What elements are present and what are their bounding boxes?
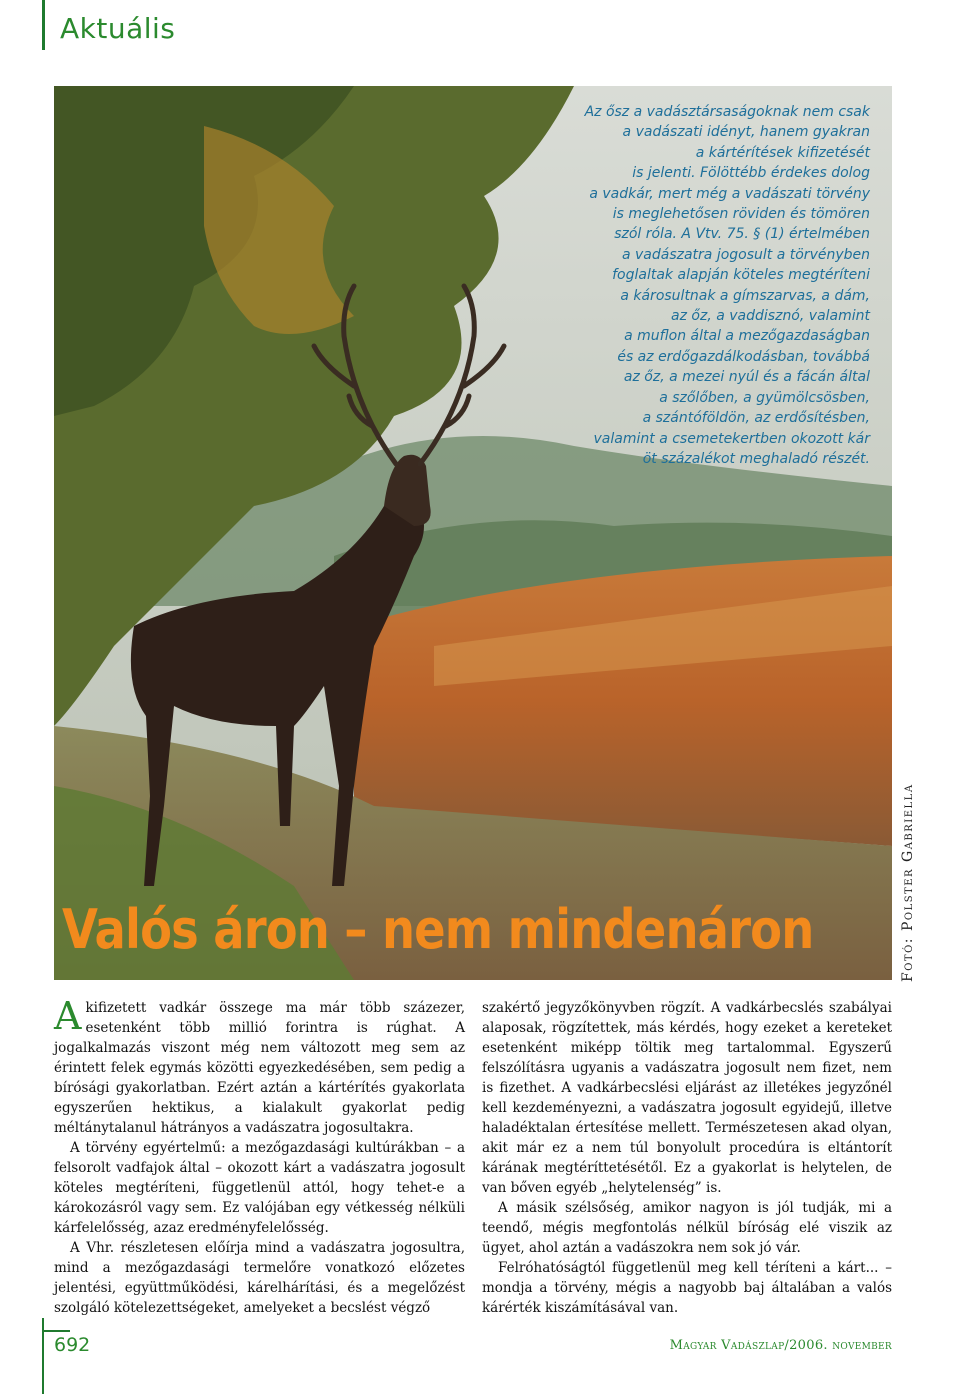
photo-credit: Fotó: Polster Gabriella [900, 783, 916, 982]
article-headline: Valós áron – nem mindenáron [62, 898, 814, 961]
header-rule [42, 0, 45, 50]
paragraph: szakértő jegyzőkönyvben rögzít. A vadkárbecslés szabályai alaposak, rögzítettek, más kérdés, hogy ezeket a kereteket esetenként miképp töltik meg tartalommal. Egyszerű felszólításra ugyanis a vadászatra jogosult nem fizet, nem is fizethet. A vadkárbecslési eljárást az illetékes jegyzőnél kell kezdeményezni, a vadászatra jogosult egyidejű, illetve haladéktalan értesítése mellett. Természetesen akad olyan, akit már ez a nem túl bonyolult procedúra is eltántorít kárának megtéríttetésétől. Ez a gyakorlat is helytelen, de van bőven egyéb „helytelenség” is. [482, 1000, 892, 1196]
journal-name: Magyar Vadászlap/2006. november [669, 1338, 892, 1353]
paragraph: A törvény egyértelmű: a mezőgazdasági kultúrákban – a felsorolt vadfajok által – okozott kárt a vadászatra jogosult köteles megtéríteni, függetlenül attól, hogy tehet-e a károkozásról vagy sem. Ez valójában egy vétkesség nélküli kárfelelősség, azaz eredményfelelősség. [54, 1140, 465, 1236]
paragraph: kifizetett vadkár összege ma már több százezer, esetenként több millió forintra is rúghat. A jogalkalmazás viszont még nem változott meg sem az érintett felek egymás közötti egyezkedésében, sem pedig a bírósági gyakorlatban. Ezért aztán a kártérítés gyakorlata egyszerűen hektikus, a kialakult gyakorlat pedig méltánytalanul hátrányos a vadászatra jogosultakra. [54, 1000, 465, 1136]
article-column-left [54, 994, 465, 1318]
article-column-right [482, 998, 892, 1318]
paragraph: A másik szélsőség, amikor nagyon is jól tudják, mi a teendő, mégis megfontolás nélkül bíróság elé viszik az ügyet, ahol aztán a vadászokra nem sok jó vár. [482, 1200, 892, 1256]
section-title: Aktuális [60, 12, 176, 45]
footer-rule [42, 1330, 70, 1332]
paragraph: A Vhr. részletesen előírja mind a vadászatra jogosultra, mind a mezőgazdasági termelőre vonatkozó előzetes jelentési, együttműködési, kárelhárítási, és a megelőzést szolgáló kötelezettségeket, amelyeket a becslést végző [54, 1240, 465, 1316]
photo-caption: Az ősz a vadásztársaságoknak nem csak a vadászati idényt, hanem gyakran a kártérítések kifizetését is jelenti. Fölöttébb érdekes dolog a vadkár, mert még a vadászati törvény is meglehetősen röviden és tömören szól róla. A Vtv. 75. § (1) értelmében a vadászatra jogosult a törvényben foglaltak alapján köteles megtéríteni a károsultnak a gímszarvas, a dám, az őz, a vaddisznó, valamint a muflon által a mezőgazdaságban és az erdőgazdálkodásban, továbbá az őz, a mezei nyúl és a fácán által a szőlőben, a gyümölcsösben, a szántóföldön, az erdősítésben, valamint a csemetekertben okozott kár öt százalékot meghaladó részét. [584, 104, 870, 467]
drop-cap: A [54, 994, 82, 1038]
paragraph: Felróhatóságtól függetlenül meg kell téríteni a kárt... – mondja a törvény, mégis a nagyobb baj általában a valós kárérték kiszámításával van. [482, 1260, 892, 1316]
page-number: 692 [54, 1334, 91, 1356]
